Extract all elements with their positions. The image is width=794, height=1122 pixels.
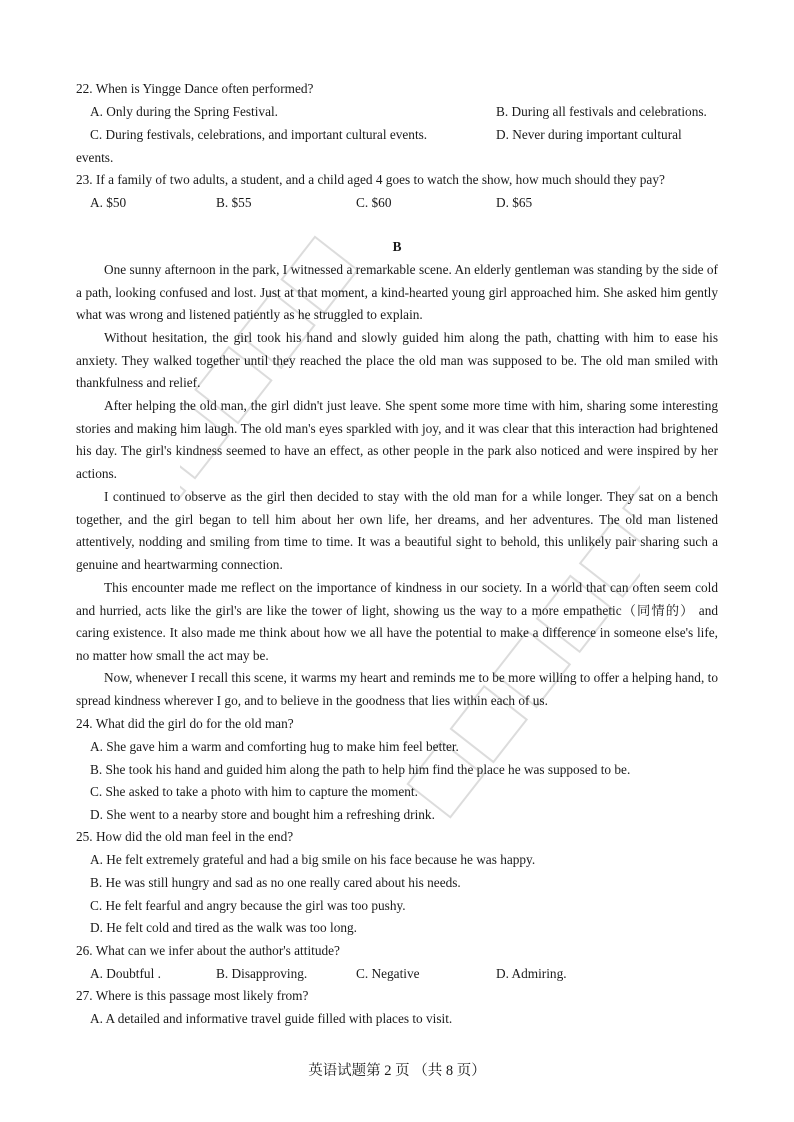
question-23-option-d: D. $65 bbox=[496, 195, 533, 210]
question-23-stem: 23. If a family of two adults, a student, and a child aged 4 goes to watch the show, how much should they pay? bbox=[76, 172, 665, 187]
question-25-option-d: D. He felt cold and tired as the walk was too long. bbox=[90, 920, 357, 935]
passage-paragraph-6: Now, whenever I recall this scene, it warms my heart and reminds me to be more willing to offer a helping hand, to spread kindness wherever I go, and to believe in the goodness that lies within each of us. bbox=[76, 670, 718, 708]
question-26-stem: 26. What can we infer about the author's attitude? bbox=[76, 943, 340, 958]
question-22-option-a: A. Only during the Spring Festival. bbox=[90, 104, 278, 119]
question-22-stem: 22. When is Yingge Dance often performed? bbox=[76, 81, 314, 96]
question-26-option-d: D. Admiring. bbox=[496, 966, 567, 981]
question-23-option-a: A. $50 bbox=[90, 195, 127, 210]
passage-paragraph-4: I continued to observe as the girl then decided to stay with the old man for a while longer. They sat on a bench together, and the girl began to tell him about her own life, her dreams, and her adventures. The old man listened attentively, nodding and smiling from time to time. It was a beautiful sight to behold, this unlikely pair sharing such a genuine and heartwarming connection. bbox=[76, 489, 718, 573]
page-footer: 英语试题第 2 页 （共 8 页） bbox=[308, 1063, 486, 1079]
question-26-option-a: A. Doubtful . bbox=[90, 966, 161, 981]
question-23-option-c: C. $60 bbox=[356, 195, 392, 210]
question-23-option-b: B. $55 bbox=[216, 195, 252, 210]
question-25-option-a: A. He felt extremely grateful and had a big smile on his face because he was happy. bbox=[90, 852, 536, 867]
question-25-option-b: B. He was still hungry and sad as no one really cared about his needs. bbox=[90, 875, 461, 890]
question-24-option-a: A. She gave him a warm and comforting hug to make him feel better. bbox=[90, 739, 459, 754]
question-26-option-b: B. Disapproving. bbox=[216, 966, 308, 981]
question-24-stem: 24. What did the girl do for the old man? bbox=[76, 716, 294, 731]
passage-paragraph-3: After helping the old man, the girl didn't just leave. She spent some more time with him, sharing some interesting stories and making him laugh. The old man's eyes sparkled with joy, and it was clear that this interaction had brightened his day. The girl's kindness seemed to have an effect, as other people in the park also noticed and were inspired by her actions. bbox=[76, 398, 718, 482]
question-25-option-c: C. He felt fearful and angry because the girl was too pushy. bbox=[90, 898, 406, 913]
question-24-option-d: D. She went to a nearby store and bought him a refreshing drink. bbox=[90, 807, 435, 822]
question-22-option-c: C. During festivals, celebrations, and important cultural events. bbox=[90, 127, 428, 142]
section-b-title: B bbox=[392, 239, 402, 254]
passage-paragraph-5: This encounter made me reflect on the importance of kindness in our society. In a world that can often seem cold and hurried, acts like the girl's are like the tower of light, showing us the way to a more empathetic（同情的） and caring existence. It also made me think about how we all have the potential to make a difference in someone else's life, no matter how small the act may be. bbox=[76, 580, 718, 664]
passage-paragraph-1: One sunny afternoon in the park, I witnessed a remarkable scene. An elderly gentleman was standing by the side of a path, looking confused and lost. Just at that moment, a kind-hearted young girl approached him. She asked him gently what was wrong and listened patiently as he struggled to explain. bbox=[76, 262, 718, 323]
question-27-stem: 27. Where is this passage most likely from? bbox=[76, 988, 309, 1003]
question-25-stem: 25. How did the old man feel in the end? bbox=[76, 829, 294, 844]
question-22-option-d-continued: events. bbox=[76, 150, 114, 165]
question-22-option-b: B. During all festivals and celebrations. bbox=[496, 104, 707, 119]
question-27-option-a: A. A detailed and informative travel guide filled with places to visit. bbox=[90, 1011, 453, 1026]
question-24-option-c: C. She asked to take a photo with him to capture the moment. bbox=[90, 784, 418, 799]
question-22-option-d: D. Never during important cultural bbox=[496, 127, 682, 142]
question-26-option-c: C. Negative bbox=[356, 966, 420, 981]
passage-paragraph-2: Without hesitation, the girl took his hand and slowly guided him along the path, chatting with him to ease his anxiety. They walked together until they reached the place the old man was supposed to be. The old man smiled with thankfulness and relief. bbox=[76, 330, 718, 391]
question-24-option-b: B. She took his hand and guided him along the path to help him find the place he was supposed to be. bbox=[90, 762, 631, 777]
